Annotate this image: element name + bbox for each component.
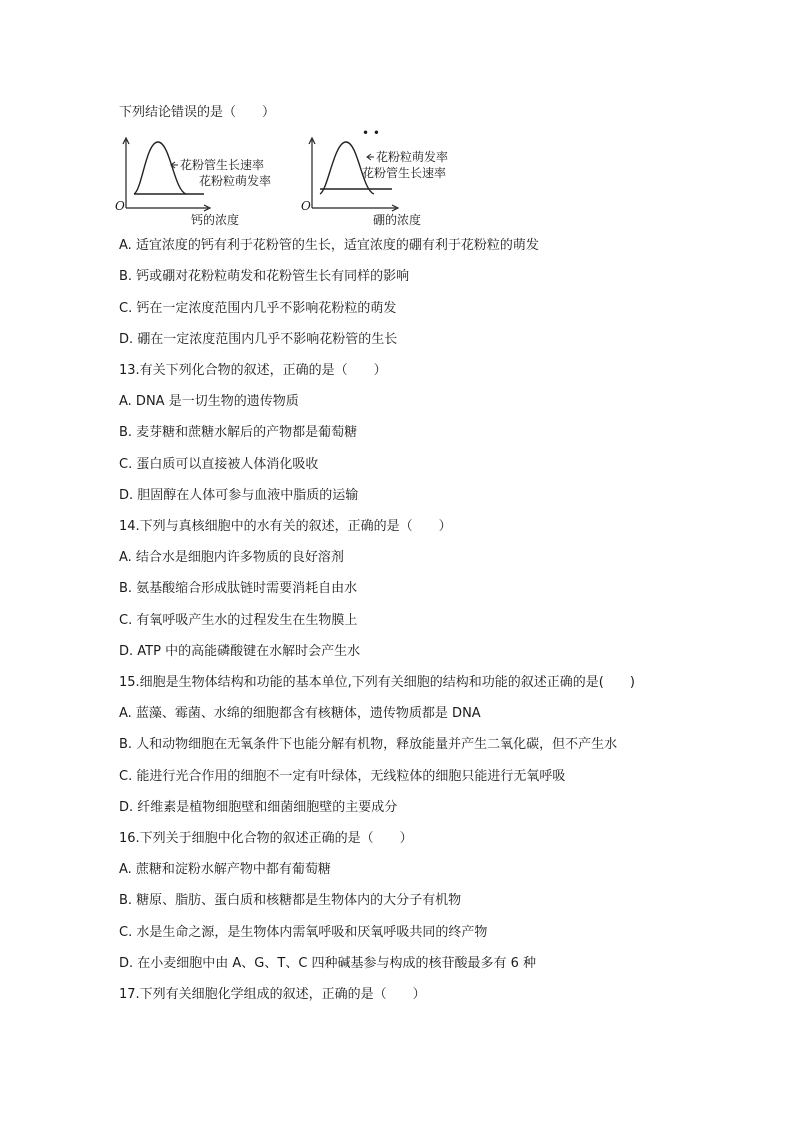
question-12-stem: 下列结论错误的是（ ） bbox=[119, 105, 276, 120]
calcium-growth-curve bbox=[134, 142, 186, 194]
calcium-graph-axes bbox=[123, 138, 210, 211]
boron-xaxis-label: 硼的浓度 bbox=[373, 213, 422, 227]
q15-option-b: B. 人和动物细胞在无氧条件下也能分解有机物，释放能量并产生二氧化碳，但不产生水 bbox=[119, 737, 618, 752]
figure-boron bbox=[300, 128, 480, 226]
q14-option-c: C. 有氧呼吸产生水的过程发生在生物膜上 bbox=[119, 613, 358, 628]
q15-option-d: D. 纤维素是植物细胞壁和细菌细胞壁的主要成分 bbox=[119, 800, 398, 815]
calcium-curve-label: 花粉管生长速率 bbox=[180, 158, 265, 172]
calcium-flat-label: 花粉粒萌发率 bbox=[199, 174, 272, 188]
q13-option-b: B. 麦芽糖和蔗糖水解后的产物都是葡萄糖 bbox=[119, 425, 358, 440]
question-13-stem: 13.有关下列化合物的叙述，正确的是（ ） bbox=[119, 363, 387, 378]
q13-option-c: C. 蛋白质可以直接被人体消化吸收 bbox=[119, 457, 319, 472]
q12-option-a: A. 适宜浓度的钙有利于花粉管的生长，适宜浓度的硼有利于花粉粒的萌发 bbox=[119, 238, 539, 253]
q16-option-a: A. 蔗糖和淀粉水解产物中都有葡萄糖 bbox=[119, 862, 331, 877]
boron-origin-label: O bbox=[301, 199, 311, 213]
question-17-stem: 17.下列有关细胞化学组成的叙述，正确的是（ ） bbox=[119, 987, 426, 1002]
boron-curve-label: 花粉管生长速率 bbox=[362, 166, 447, 180]
q14-option-b: B. 氨基酸缩合形成肽链时需要消耗自由水 bbox=[119, 581, 358, 596]
q15-option-c: C. 能进行光合作用的细胞不一定有叶绿体，无线粒体的细胞只能进行无氧呼吸 bbox=[119, 769, 566, 784]
boron-flat-label: 花粉粒萌发率 bbox=[376, 150, 449, 164]
q16-option-b: B. 糖原、脂肪、蛋白质和核糖都是生物体内的大分子有机物 bbox=[119, 893, 462, 908]
q16-option-d: D. 在小麦细胞中由 A、G、T、C 四种碱基参与构成的核苷酸最多有 6 种 bbox=[119, 956, 537, 971]
q12-option-b: B. 钙或硼对花粉粒萌发和花粉管生长有同样的影响 bbox=[119, 269, 410, 284]
question-14-stem: 14.下列与真核细胞中的水有关的叙述，正确的是（ ） bbox=[119, 519, 452, 534]
q13-option-d: D. 胆固醇在人体可参与血液中脂质的运输 bbox=[119, 488, 359, 503]
boron-emphasis-marks: • • bbox=[362, 126, 380, 140]
q12-option-c: C. 钙在一定浓度范围内几乎不影响花粉粒的萌发 bbox=[119, 301, 397, 316]
question-15-stem: 15.细胞是生物体结构和功能的基本单位,下列有关细胞的结构和功能的叙述正确的是( ) bbox=[119, 675, 635, 690]
q16-option-c: C. 水是生命之源，是生物体内需氧呼吸和厌氧呼吸共同的终产物 bbox=[119, 925, 488, 940]
q14-option-a: A. 结合水是细胞内许多物质的良好溶剂 bbox=[119, 550, 344, 565]
q13-option-a: A. DNA 是一切生物的遗传物质 bbox=[119, 394, 299, 409]
calcium-xaxis-label: 钙的浓度 bbox=[191, 213, 240, 227]
question-16-stem: 16.下列关于细胞中化合物的叙述正确的是（ ） bbox=[119, 831, 413, 846]
q15-option-a: A. 蓝藻、霉菌、水绵的细胞都含有核糖体，遗传物质都是 DNA bbox=[119, 706, 481, 721]
q12-option-d: D. 硼在一定浓度范围内几乎不影响花粉管的生长 bbox=[119, 332, 398, 347]
calcium-origin-label: O bbox=[115, 199, 125, 213]
figure-calcium bbox=[116, 128, 296, 226]
q14-option-d: D. ATP 中的高能磷酸键在水解时会产生水 bbox=[119, 644, 361, 659]
